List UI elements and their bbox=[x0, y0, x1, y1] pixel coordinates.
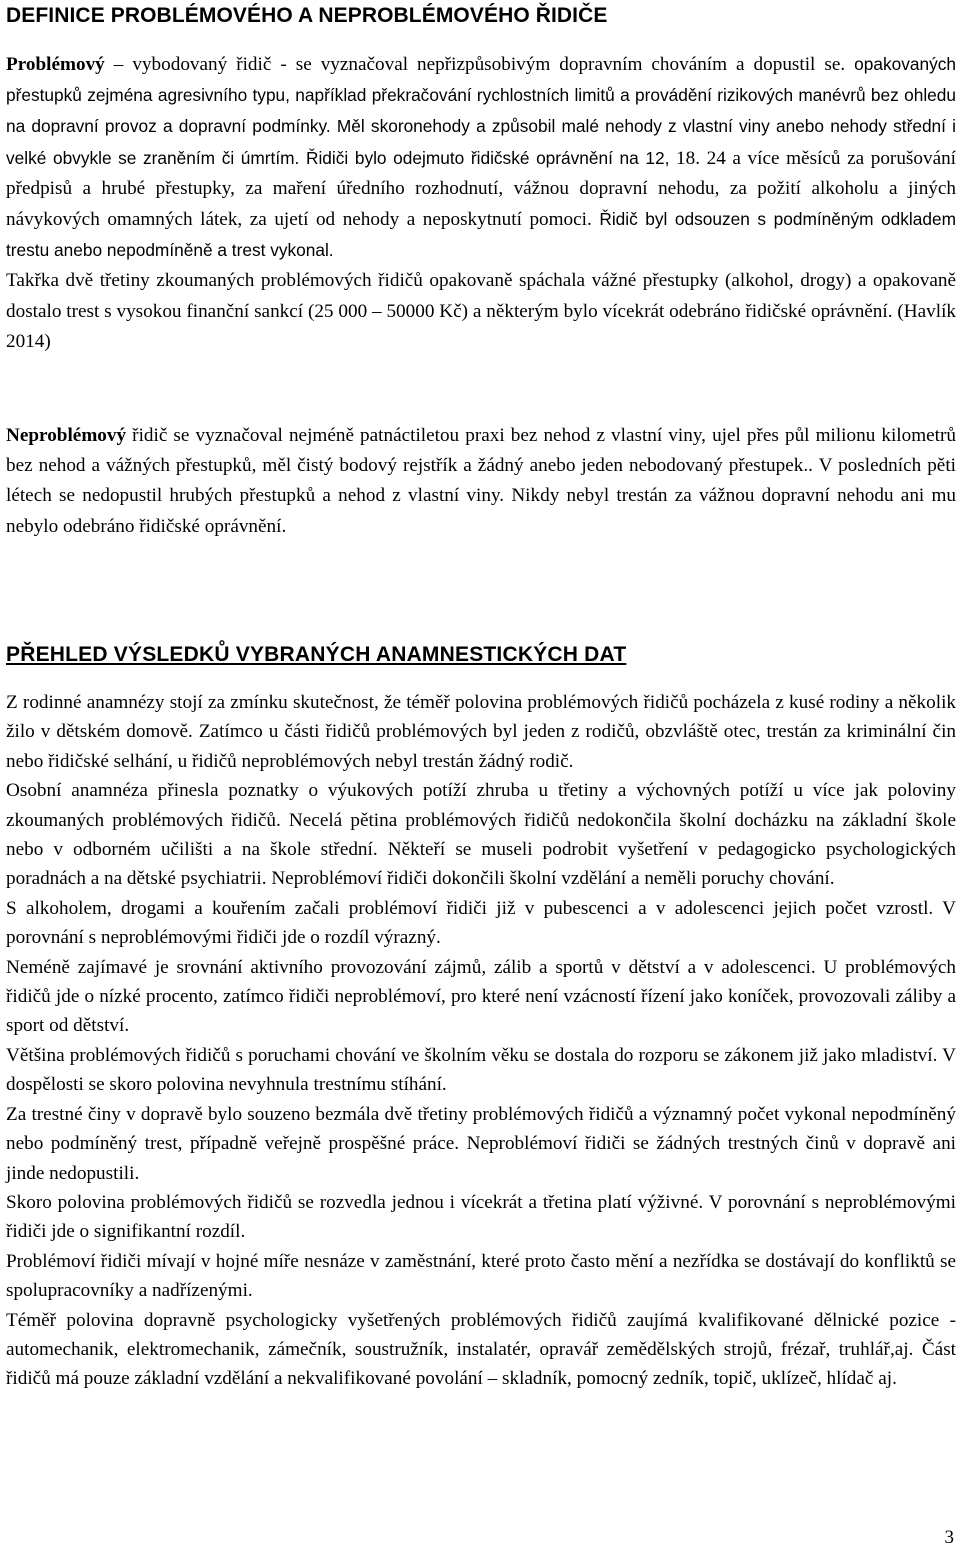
anamnestic-results bbox=[6, 688, 956, 1394]
hobbies-paragraph: Neméně zajímavé je srovnání aktivního provozování zájmů, zálib a sportů v dětství a v adolescenci. U problémových řidičů jde o nízké procento, zatímco řidiči neproblémoví, pro které není vzácností řízení jako koníček, provozovali záliby a sport od dětství. bbox=[6, 956, 956, 1037]
occupation-paragraph: Téměř polovina dopravně psychologicky vyšetřených problémových řidičů zaujímá kvalifikované dělnické pozice - automechanik, elektromechanik, zámečník, soustružník, instalatér, opravář zemědělských strojů, frézař, truhlář,aj. Část řidičů má pouze základní vzdělání a nekvalifikované povolání – skladník, pomocný zedník, topič, uklízeč, hlídač aj. bbox=[6, 1309, 956, 1390]
problem-driver-offenses: opakovaných přestupků zejména agresivního typu, například překračování rychlostních limitů a provádění rizikových manévrů bez ohledu na dopravní provoz a dopravní podmínky. bbox=[6, 54, 956, 137]
problem-driver-intro: – vybodovaný řidič - se vyznačoval nepřizpůsobivým dopravním chováním a dopustil se. bbox=[104, 54, 855, 75]
problem-driver-accidents: Měl skoronehody a způsobil malé nehody z vlastní viny anebo nehody střední i velké obvykle se zraněním či úmrtím. bbox=[6, 116, 957, 168]
nonproblem-driver-term: Neproblémový bbox=[6, 425, 127, 446]
problem-driver-term: Problémový bbox=[6, 54, 105, 75]
nonproblem-driver-paragraph bbox=[6, 421, 956, 542]
family-anamnesis-paragraph: Z rodinné anamnézy stojí za zmínku skutečnost, že téměř polovina problémových řidičů pocházela z kusé rodiny a několik žilo v dětském domově. Zatímco u části řidičů problémových byl jeden z rodičů, obzvláště otec, trestán za kriminální čin nebo řidičské selhání, u řidičů neproblémových nebyl trestán žádný rodič. bbox=[6, 692, 956, 772]
traffic-crimes-paragraph: Za trestné činy v dopravě bylo souzeno bezmála dvě třetiny problémových řidičů a významný počet vykonal nepodmíněný nebo podmíněný trest, případně veřejně prospěšné práce. Neproblémoví řidiči se žádných trestných činů v dopravě ani jinde nedopustili. bbox=[6, 1103, 956, 1184]
personal-anamnesis-paragraph: Osobní anamnéza přinesla poznatky o výukových potíží zhruba u třetiny a výchovných potíží u více jak poloviny zkoumaných problémových řidičů. Necelá pětina problémových řidičů nedokončila školní docházku na základní škole nebo v odborném učilišti a na škole střední. Někteří se museli podrobit vyšetření v pedagogicko psychologických poradnách a na dětské psychiatrii. Neproblémoví řidiči dokončili školní vzdělání a neměli poruchy chování. bbox=[6, 780, 956, 890]
problem-driver-sentence: Řidič byl odsouzen s podmíněným odkladem trestu anebo nepodmíněně a trest vykonal. bbox=[6, 209, 956, 261]
section-title-definitions: DEFINICE PROBLÉMOVÉHO A NEPROBLÉMOVÉHO ŘIDIČE bbox=[6, 4, 608, 27]
problem-driver-statistics: Takřka dvě třetiny zkoumaných problémových řidičů opakovaně spáchala vážné přestupky (alkohol, drogy) a opakovaně dostalo trest s vysokou finanční sankcí (25 000 – 50000 Kč) a některým bylo vícekrát odebráno řidičské oprávnění. (Havlík 2014) bbox=[6, 270, 956, 352]
divorce-paragraph: Skoro polovina problémových řidičů se rozvedla jednou i vícekrát a třetina platí výživné. V porovnání s neproblémovými řidiči jde o signifikantní rozdíl. bbox=[6, 1191, 956, 1243]
problem-driver-violations: 18. 24 a více měsíců za porušování předpisů a hrubé přestupky, za maření úředního rozhodnutí, vážnou dopravní nehodu, za požití alkoholu a jiných návykových omamných látek, za ujetí od nehody a neposkytnutí pomoci. bbox=[6, 147, 957, 231]
nonproblem-driver-text: řidič se vyznačoval nejméně patnáctiletou praxi bez nehod z vlastní viny, ujel přes půl milionu kilometrů bez nehod a vážných přestupků, měl čistý bodový rejstřík a žádný anebo jeden nebodovaný přestupek.. V posledních pěti létech se nedopustil hrubých přestupků a nehod z vlastní viny. Nikdy nebyl trestán za vážnou dopravní nehodu ani mu nebylo odebráno řidičské oprávnění. bbox=[6, 425, 956, 537]
substance-use-paragraph: S alkoholem, drogami a kouřením začali problémoví řidiči již v pubescenci a v adolescenci jejich počet vzrostl. V porovnání s neproblémovými řidiči jde o rozdíl výrazný. bbox=[6, 897, 956, 949]
juvenile-offenses-paragraph: Většina problémových řidičů s poruchami chování ve školním věku se dostala do rozporu se zákonem již jako mladiství. V dospělosti se skoro polovina nevyhnula trestnímu stíhání. bbox=[6, 1044, 956, 1096]
problem-driver-paragraph bbox=[6, 49, 956, 357]
page-number: 3 bbox=[944, 1527, 954, 1548]
problem-driver-license: Řidiči bylo odejmuto řidičské oprávnění na 12, bbox=[299, 147, 670, 168]
section-title-anamnestic-overview: PŘEHLED VÝSLEDKŮ VYBRANÝCH ANAMNESTICKÝCH DAT bbox=[6, 643, 627, 666]
employment-paragraph: Problémoví řidiči mívají v hojné míře nesnáze v zaměstnání, které proto často mění a nezřídka se dostávají do konfliktů se spolupracovníky a nadřízenými. bbox=[6, 1250, 956, 1302]
